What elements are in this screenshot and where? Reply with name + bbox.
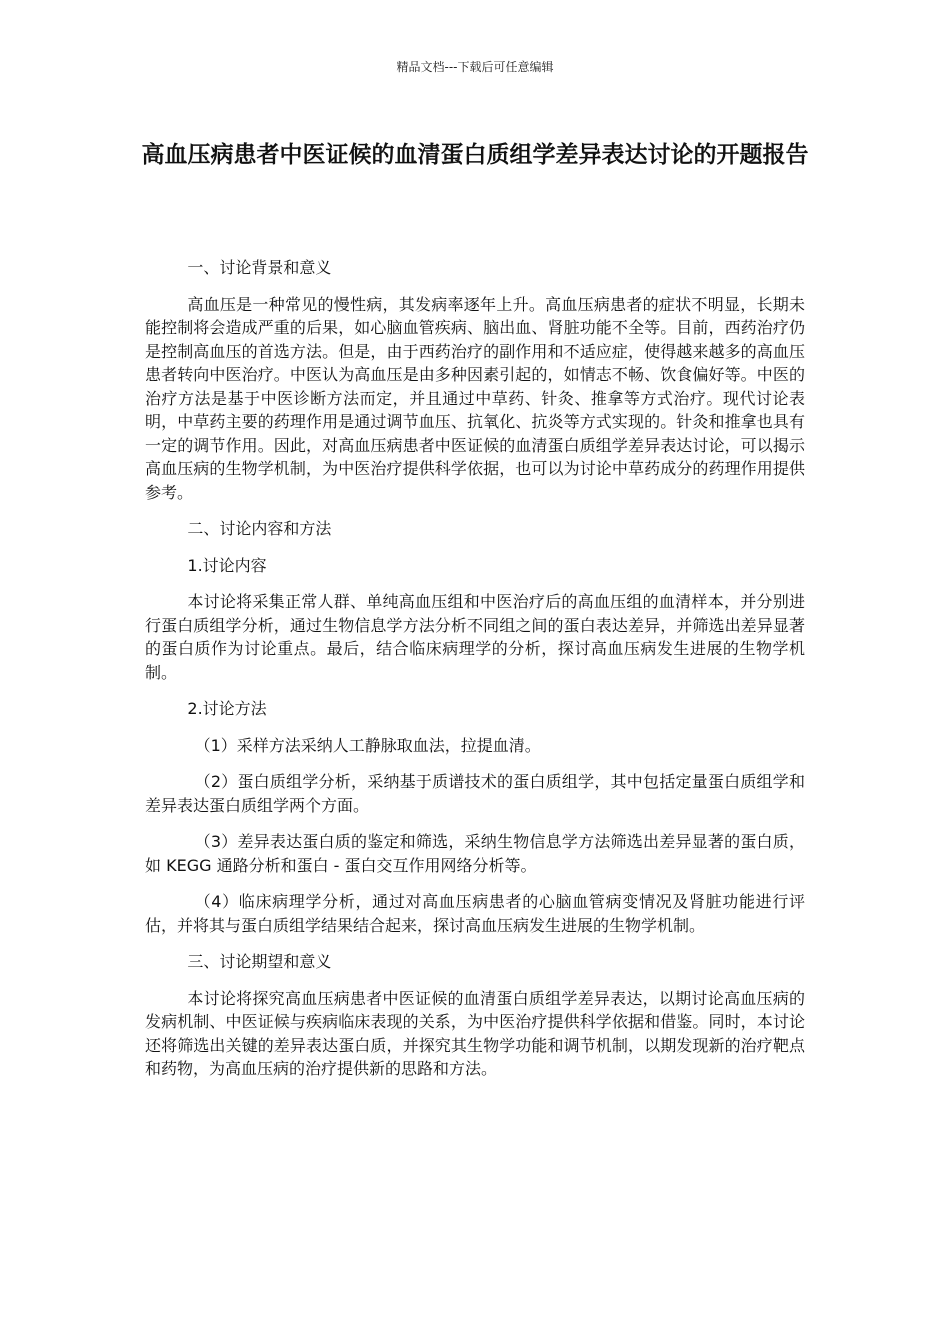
- method-item-4: （4）临床病理学分析，通过对高血压病患者的心脑血管病变情况及肾脏功能进行评估，并将其与蛋白质组学结果结合起来，探讨高血压病发生进展的生物学机制。: [145, 892, 805, 935]
- section-heading-expectations: 三、讨论期望和意义: [187, 952, 332, 971]
- method-item-1: （1）采样方法采纳人工静脉取血法，拉提血清。: [194, 735, 541, 755]
- paragraph-content: 本讨论将采集正常人群、单纯高血压组和中医治疗后的高血压组的血清样本，并分别进行蛋白质组学分析，通过生物信息学方法分析不同组之间的蛋白表达差异，并筛选出差异显著的蛋白质作为讨论重点。最后，结合临床病理学的分析，探讨高血压病发生进展的生物学机制。: [145, 592, 805, 682]
- document-title: 高血压病患者中医证候的血清蛋白质组学差异表达讨论的开题报告: [141, 142, 809, 168]
- subheading-content: 1.讨论内容: [187, 555, 267, 575]
- document-body: [145, 256, 805, 1094]
- method-item-3: （3）差异表达蛋白质的鉴定和筛选，采纳生物信息学方法筛选出差异显著的蛋白质，如 KEGG 通路分析和蛋白 - 蛋白交互作用网络分析等。: [145, 832, 805, 875]
- section-heading-content-methods: 二、讨论内容和方法: [187, 519, 332, 538]
- subheading-methods: 2.讨论方法: [187, 699, 267, 718]
- section-heading-background: 一、讨论背景和意义: [187, 258, 332, 277]
- paragraph-background: 高血压是一种常见的慢性病，其发病率逐年上升。高血压病患者的症状不明显，长期未能控制将会造成严重的后果，如心脑血管疾病、脑出血、肾脏功能不全等。目前，西药治疗仍是控制高血压的首选方法。但是，由于西药治疗的副作用和不适应症，使得越来越多的高血压患者转向中医治疗。中医认为高血压是由多种因素引起的，如情志不畅、饮食偏好等。中医的治疗方法是基于中医诊断方法而定，并且通过中草药、针灸、推拿等方式治疗。现代讨论表明，中草药主要的药理作用是通过调节血压、抗氧化、抗炎等方式实现的。针灸和推拿也具有一定的调节作用。因此，对高血压病患者中医证候的血清蛋白质组学差异表达讨论，可以揭示高血压病的生物学机制，为中医治疗提供科学依据，也可以为讨论中草药成分的药理作用提供参考。: [145, 294, 805, 502]
- paragraph-expectations: 本讨论将探究高血压病患者中医证候的血清蛋白质组学差异表达，以期讨论高血压病的发病机制、中医证候与疾病临床表现的关系，为中医治疗提供科学依据和借鉴。同时，本讨论还将筛选出关键的差异表达蛋白质，并探究其生物学功能和调节机制，以期发现新的治疗靶点和药物，为高血压病的治疗提供新的思路和方法。: [145, 988, 805, 1078]
- method-item-2: （2）蛋白质组学分析，采纳基于质谱技术的蛋白质组学，其中包括定量蛋白质组学和差异表达蛋白质组学两个方面。: [145, 772, 805, 815]
- page-watermark: 精品文档---下载后可任意编辑: [396, 60, 554, 74]
